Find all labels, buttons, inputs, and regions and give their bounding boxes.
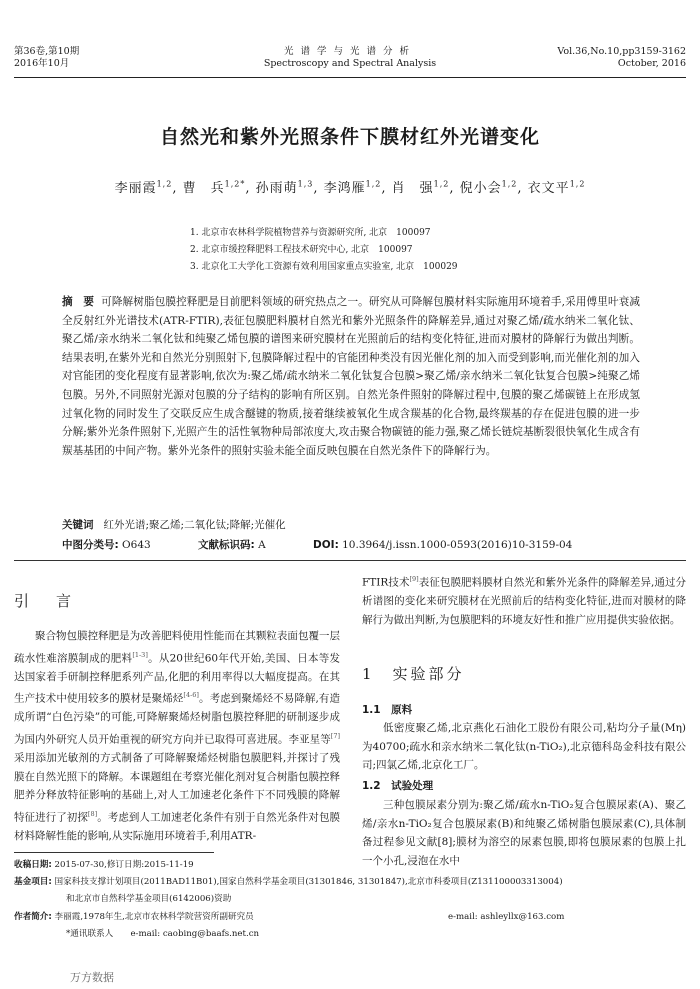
- header-issue: [557, 46, 686, 70]
- author-list: 李丽霞$^{1,2}$, 曹 兵$^{1,2*}$, 孙雨萌$^{1,3}$, 李鸿雁$^{1,2}$, 肖 强$^{1,2}$, 倪小会$^{1,2}$, 衣文平$^{1,2}$: [114, 179, 586, 196]
- doi-label: DOI:: [313, 539, 339, 551]
- keywords: [62, 517, 286, 532]
- author: 李鸿雁$^{1,2}$: [323, 179, 382, 196]
- abstract: [62, 293, 640, 460]
- citation[interactable]: [9]: [409, 575, 419, 583]
- author: 肖 强$^{1,2}$: [391, 179, 450, 196]
- intro-paragraph: 聚合物包膜控释肥是为改善肥料使用性能而在其颗粒表面包覆一层疏水性难溶膜制成的肥料[1-3]。从20世纪60年代开始,美国、日本等发达国家着手研制控释肥系列产品,化肥的利用率得以大幅度提高。在其生产技术中使用较多的膜材是聚烯烃[4-6]。考虑到聚烯烃不易降解,有造成所谓“白色污染”的可能,可降解聚烯烃树脂包膜控释肥的研制逐步成为国内外研究人员开始重视的研究方向并已取得可喜进展。李亚星等[7]采用添加光敏剂的方式制备了可降解聚烯烃树脂包膜肥料,并探讨了残膜在自然光照下的降解。本课题组在考察光催化剂对复合树脂包膜控释肥养分释放特征影响的基础上,对人工加速老化条件下不同残膜的降解特征进行了初探[8]。考虑到人工加速老化条件有别于自然光条件对包膜材料降解性能的影响,从实际施用环境着手,利用ATR-: [14, 630, 341, 842]
- affiliation-list: [190, 225, 458, 276]
- author: 曹 兵$^{1,2*}$: [182, 179, 246, 196]
- header-divider: [14, 77, 686, 78]
- section1-2-text: 三种包膜尿素分别为:聚乙烯/疏水n-TiO₂复合包膜尿素(A)、聚乙烯/亲水n-TiO₂复合包膜尿素(B)和纯聚乙烯树脂包膜尿素(C),具体制备过程参见文献[8];膜材为溶空的尿素包膜,即将包膜尿素的包膜上扎一个小孔,浸泡在水中: [362, 799, 686, 867]
- doc-code-label: 文献标识码:: [198, 539, 255, 551]
- affiliation: 2. 北京市缓控释肥料工程技术研究中心, 北京 100097: [190, 245, 413, 255]
- intro-heading: 引 言: [14, 592, 78, 610]
- footnote-received: 收稿日期: 2015-07-30,修订日期:2015-11-19: [14, 860, 194, 870]
- paper-title: 自然光和紫外光照条件下膜材红外光谱变化: [159, 126, 540, 148]
- section1-1-text: 低密度聚乙烯,北京燕化石油化工股份有限公司,粘均分子量(Mη)为40700;疏水和亲水纳米二氧化钛(n-TiO₂),北京德科岛金科技有限公司;四氯乙烯,北京化工厂。: [362, 722, 686, 772]
- citation[interactable]: [4-6]: [183, 691, 199, 700]
- footnote-divider: [14, 852, 214, 853]
- section1-heading: 1 实验部分: [362, 665, 465, 683]
- abstract-text: 可降解树脂包膜控释肥是目前肥料领域的研究热点之一。研究从可降解包膜材料实际施用环境着手,采用傅里叶衰减全反射红外光谱技术(ATR-FTIR),表征包膜肥料膜材自然光和紫外光照条件的降解差异,通过对聚乙烯/疏水纳米二氧化钛、聚乙烯/亲水纳米二氧化钛和纯聚乙烯包膜的谱图来研究膜材在光照前后的结构变化特征,进而对膜材的降解行为做出判断。结果表明,在紫外光和自然光分别照射下,包膜降解过程中的官能团种类没有因光催化剂的加入而受到影响,而光催化剂的加入对官能团的变化程度有显著影响,依次为:聚乙烯/疏水纳米二氧化钛复合包膜>聚乙烯/亲水纳米二氧化钛复合包膜>纯聚乙烯包膜。另外,不同照射光源对包膜的分子结构的影响有所区别。自然光条件照射的降解过程中,包膜的聚乙烯碳链上在形成氢过氧化物的同时发生了交联反应生成含醚键的物质,接着继续被氧化生成含羰基的化合物,最终羰基的存在促进包膜的进一步分解;紫外光条件照射下,光照产生的活性氧物种局部浓度大,攻击聚合物碳链的能力强,聚乙烯长链烷基断裂很快氧化生成含有羰基基团的中间产物。紫外光条件的照射实验未能全面反映包膜在自然光条件下的降解行为。: [62, 296, 640, 457]
- affiliation: 3. 北京化工大学化工资源有效利用国家重点实验室, 北京 100029: [190, 262, 458, 272]
- header-date-cn: 2016年10月: [14, 58, 70, 69]
- citation[interactable]: [1-3]: [132, 650, 148, 659]
- citation[interactable]: [7]: [330, 731, 340, 740]
- footnote-author-email[interactable]: e-mail: ashleyllx@163.com: [448, 912, 565, 922]
- clc-value: O643: [122, 539, 151, 551]
- footnote-corresponding: *通讯联系人 e-mail: caobing@baafs.net.cn: [66, 929, 260, 939]
- footnote-fund: 基金项目: 国家科技支撑计划项目(2011BAD11B01),国家自然科学基金项目(31301846, 31301847),北京市科委项目(Z131100003313004): [14, 877, 563, 887]
- doi-value: 10.3964/j.issn.1000-0593(2016)10-3159-04: [342, 539, 573, 551]
- author: 衣文平$^{1,2}$: [527, 179, 586, 196]
- citation[interactable]: [8]: [87, 809, 98, 818]
- author: 倪小会$^{1,2}$: [459, 179, 518, 196]
- header-journal-cn: 光谱学与光谱分析: [283, 46, 416, 57]
- footnote-author: 作者简介: 李丽霞,1978年生,北京市农林科学院营资所副研究员: [14, 912, 254, 922]
- header-volume-en: Vol.36,No.10,pp3159-3162: [557, 46, 686, 57]
- author: 孙雨萌$^{1,3}$: [255, 179, 314, 196]
- author: 李丽霞$^{1,2}$: [114, 179, 173, 196]
- intro-paragraph-continued: FTIR技术[9]表征包膜肥料膜材自然光和紫外光条件的降解差异,通过分析谱图的变化来研究膜材在光照前后的结构变化特征,进而对膜材的降解行为做出判断,为包膜肥料的环境友好性和推广应用提供实验依据。: [362, 575, 686, 626]
- header-journal-en: Spectroscopy and Spectral Analysis: [263, 58, 437, 69]
- header-volume-cn: 第36卷,第10期: [14, 46, 80, 57]
- footnote-fund-continued: 和北京市自然科学基金项目(6142006)资助: [66, 894, 232, 904]
- section1-2-heading: 1.2 试验处理: [362, 780, 434, 792]
- doc-code-value: A: [258, 539, 266, 551]
- watermark: 万方数据: [70, 971, 114, 984]
- header-date-en: October, 2016: [617, 58, 686, 69]
- section1-1-heading: 1.1 原料: [362, 704, 413, 716]
- affiliation: 1. 北京市农林科学院植物营养与资源研究所, 北京 100097: [190, 228, 431, 238]
- keywords-text: 红外光谱;聚乙烯;二氧化钛;降解;光催化: [103, 519, 286, 531]
- keywords-label: 关键词: [62, 519, 94, 531]
- abstract-divider: [14, 560, 686, 561]
- abstract-label: 摘 要: [62, 296, 95, 308]
- clc-label: 中图分类号:: [62, 539, 119, 551]
- classification-line: [62, 537, 616, 552]
